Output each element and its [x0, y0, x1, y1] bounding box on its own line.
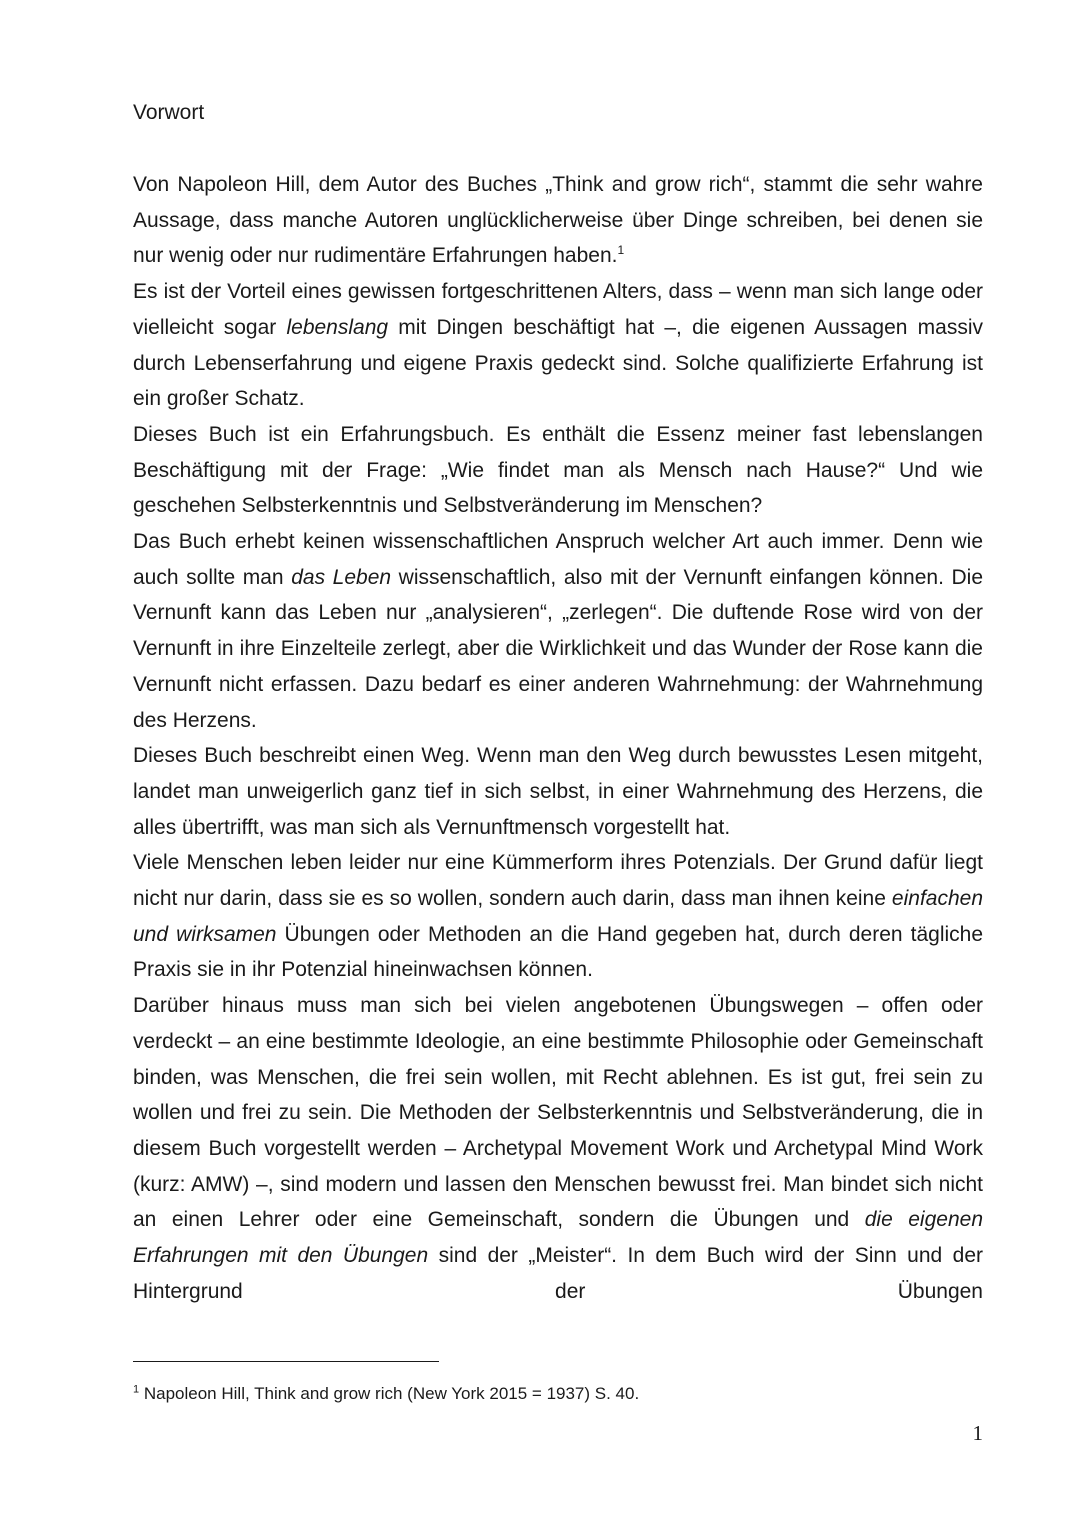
paragraph-3 [133, 417, 983, 524]
paragraph-7-emphasis: die eigenen Erfahrungen mit den Übungen [133, 1208, 983, 1268]
paragraph-2-emphasis: lebenslang [286, 315, 389, 339]
page-number: 1 [972, 1421, 983, 1445]
footnote-separator [133, 1361, 439, 1362]
paragraph-7-after: sind der „Meister“. In dem Buch wird der Sinn und der Hintergrund der Übungen [133, 1244, 984, 1303]
footnote-text: Napoleon Hill, Think and grow rich (New York 2015 = 1937) S. 40. [143, 1384, 640, 1403]
paragraph-6-before: Viele Menschen leben leider nur eine Kümmerform ihres Potenzials. Der Grund dafür liegt nicht nur darin, dass sie es so wollen, sondern auch darin, dass man ihnen keine [133, 851, 983, 911]
paragraph-1-text: Von Napoleon Hill, dem Autor des Buches „Think and grow rich“, stammt die sehr wahre Aussage, dass manche Autoren unglücklicherweise über Dinge schreiben, bei denen sie nur wenig oder nur rudimentäre Erfahrungen haben. [133, 173, 983, 268]
paragraph-4-after: wissenschaftlich, also mit der Vernunft einfangen können. Die Vernunft kann das Leben nur „analysieren“, „zerlegen“. Die duftende Rose wird von der Vernunft in ihre Einzelteile zerlegt, aber die Wirklichkeit und das Wunder der Rose kann die Vernunft nicht erfassen. Dazu bedarf es einer anderen Wahrnehmung: der Wahrnehmung des Herzens. [133, 565, 984, 732]
body-text [133, 167, 983, 1310]
paragraph-7 [133, 988, 983, 1309]
paragraph-2-after: mit Dingen beschäftigt hat –, die eigenen Aussagen massiv durch Lebenserfahrung und eigene Praxis gedeckt sind. Solche qualifizierte Erfahrung ist ein großer Schatz. [133, 315, 984, 411]
page-title: Vorwort [133, 101, 205, 124]
paragraph-4 [133, 524, 983, 738]
paragraph-2-before: Es ist der Vorteil eines gewissen fortgeschrittenen Alters, dass – wenn man sich lange oder vielleicht sogar [133, 280, 983, 339]
paragraph-7-before: Darüber hinaus muss man sich bei vielen angebotenen Übungswegen – offen oder verdeckt – an eine bestimmte Ideologie, an eine bestimmte Philosophie oder Gemeinschaft binden, was Menschen, die frei sein wollen, mit Recht ablehnen. Es ist gut, frei sein zu wollen und frei zu sein. Die Methoden der Selbsterkenntnis und Selbstveränderung, die in diesem Buch vorgestellt werden – Archetypal Movement Work und Archetypal Mind Work (kurz: AMW) –, sind modern und lassen den Menschen bewusst frei. Man bindet sich nicht an einen Lehrer oder eine Gemeinschaft, sondern die Übungen und [133, 994, 983, 1232]
paragraph-6 [133, 845, 983, 988]
paragraph-5-text: Dieses Buch beschreibt einen Weg. Wenn man den Weg durch bewusstes Lesen mitgeht, landet man unweigerlich ganz tief in sich selbst, in einer Wahrnehmung des Herzens, die alles übertrifft, was man sich als Vernunftmensch vorgestellt hat. [133, 744, 983, 839]
paragraph-3-text: Dieses Buch ist ein Erfahrungsbuch. Es enthält die Essenz meiner fast lebenslangen Beschäftigung mit der Frage: „Wie findet man als Mensch nach Hause?“ Und wie geschehen Selbsterkenntnis und Selbstveränderung im Menschen? [133, 422, 983, 518]
paragraph-6-after: Übungen oder Methoden an die Hand gegeben hat, durch deren tägliche Praxis sie in ihr Potenzial hineinwachsen können. [133, 922, 984, 982]
paragraph-5 [133, 738, 983, 845]
footnote-reference[interactable]: 1 [617, 243, 625, 258]
paragraph-2 [133, 274, 983, 417]
footnote [133, 1382, 983, 1406]
page-content [133, 96, 983, 1310]
paragraph-1 [133, 167, 983, 274]
paragraph-4-before: Das Buch erhebt keinen wissenschaftlichen Anspruch welcher Art auch immer. Denn wie auch sollte man [133, 530, 983, 589]
paragraph-4-emphasis: das Leben [291, 565, 392, 589]
footnote-number: 1 [133, 1383, 140, 1396]
paragraph-6-emphasis: einfachen und wirksamen [133, 887, 983, 946]
